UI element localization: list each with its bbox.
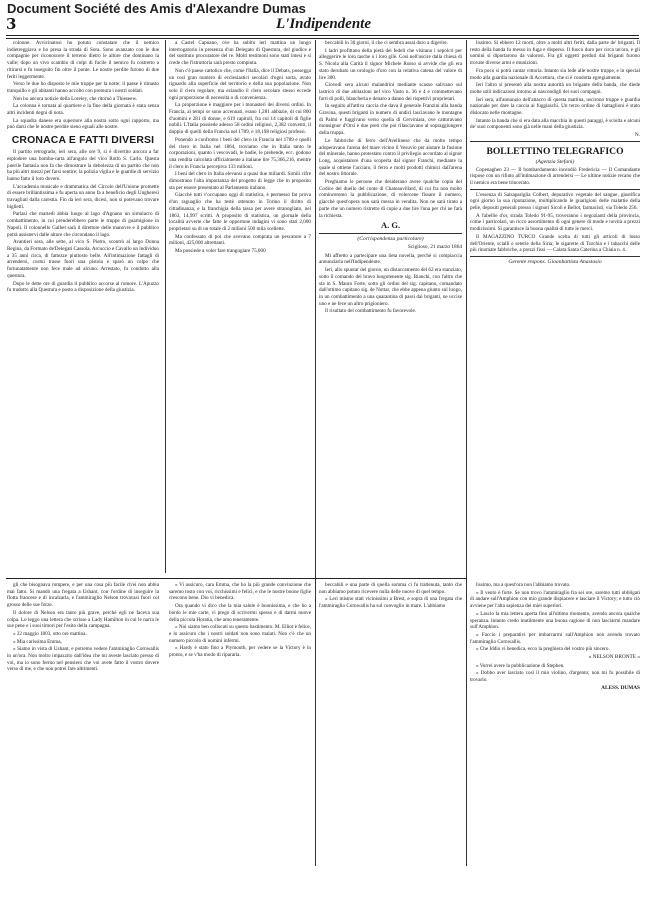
article-paragraph: lissimo. Si ebbero 12 morti, oltre a molti altri feriti, dalla parte de' briganti. Il resto della banda fu messo in fuga e disperso. Il fuoco duro per circa un'ora, e gli uomini si diportarono da valorosi. Fra gli oggetti perduti dai briganti furono trovate diverse armi e munizioni. [470,40,640,67]
article-paragraph: Il risultato del combattimento fu favorevole. [325,308,417,315]
article-paragraph: beccabili in 30 giorni, il che ci sembra assai duro a digerire. [325,40,448,46]
feuilleton-rule [6,578,467,579]
advertisement: L'essenza di Salsapariglia Colbert, depurativo vegetale del sangue, giustifica ogni giorno la sua riputazione, moltiplicando le guarigioni delle malattie della pelle, depositi generali presso i signori Sicoli e Bellot, farmacisti, via Toledo 256. [470,191,640,212]
masthead: L'Indipendente [275,16,371,32]
article-paragraph: Parlasi che martedì abbia luogo al lago d'Agnano un simulacro di combattimento, in cui prenderebbero parte le truppe di guarnigione in Napoli. Il colonnello Galbet sarà il direttore delle manovre e il pubblico potrà assistervi dalle alture che circondano il lago. [7,211,159,238]
column-rule [315,40,316,866]
feuilleton-paragraph: Ora quando vi dico che la mia salute è buonissima, e che ho a bordo le mie carte, vi prego di scrivermi spesso e di darmi nuove della piccola Horatia, che amo teneramente. [169,603,311,623]
article-paragraph: Ma possiede a voler fare trangugiare 75,000 [175,248,266,255]
feuilleton-paragraph: « Hardy è stato fino a Plymouth, per vedere se la Victory è in pronto, e se v'ha modo di ripararla. [169,645,311,659]
article-paragraph: Ma confessato di poi che avevano comprata un pescatore a 7 milioni, 425,000 altrettanti. [169,233,311,247]
article-paragraph: Le fabbriche di ferro dell'Avellinese che da molto tempo adoperavano l'arena del mare vicino il Vesuvio per aiutare la fusione del minerale, hanno protestato contro il privilegio accordato al signor Long, acquistatore d'una scoperta dal signor Franchi, mediante la quale si ottiene l'acciaro, il ferro e molti prodotti chimici dall'arena del nostro littorale. [319,137,462,178]
article-paragraph: Verso le due ho disposto le mie truppe per la notte; il paese è rimasto tranquillo e gli abitanti hanno accolto con premura i nostri soldati. [7,81,159,94]
article-paragraph: La squadra danese era superiore alla nostra sotto ogni rapporto, ma può darsi che le nostre perdite sieno eguali alle nostre. [7,117,159,131]
feuilleton-column-2 [169,582,311,894]
article-paragraph: I beni del clero in Italia elevansi a quasi due miliardi. Simili cifre dimostrano l'alta importanza del progetto di legge che in proposito sta per essere presentato al Parlamento italiano. [169,171,311,191]
article-paragraph: Il partito retrogrado, ieri sera, alle ore 9, si è divertito ancora a far esplodere una bomba-carta all'angolo del vico Rotto S. Carlo. Questa puerile fantasia non fa che dimostrare la debolezza di un partito che non ha più altri mezzi per farsi sentire; la polizia vigila e le guardie di servizio hanno fatto il loro dovere. [7,149,159,182]
feuilleton-paragraph: « Siamo in vista di Ushant, e potremo vedere l'ammiraglio Cornwallis in un'ora. Non molto impazzito dall'idea che mi aveste lasciato presso di voi, ma io sono fermo nel pensiero che voi avete fatto il vostro dovere verso di me, e che non potrei fare altrimenti. [7,646,159,673]
gerente-line: Gerente respons. Gioanbattista Anastasio [508,258,602,265]
article-paragraph: La proporzione è maggiore per i monasteri dei diversi ordini. In Francia, ai tempi or sono accennati, erano 1,281 abbazie, di cui 800 d'uomini e 281 di donne, e 619 capitoli, fra cui 14 capitoli di figlie nobili. L'Italia possiede adesso 58 ordini religiosi, 2,382 conventi, il doppio di quelli della Francia nel 1789, e 18,198 religiosi professi. [169,102,311,136]
article-paragraph: Non c'è paese cattolico che, come l'Italia, dice il Debats, possegga un così gran numero di ecclesiastici secolari d'ogni sorta, avuto riguardo alla superficie del territorio e della sua popolazione. Non solo il clero regolare, ma eziandio il clero secolare stesso eccede ogni proporzione di necessità o di convenienza. [169,67,311,101]
feuilleton-paragraph: « Mia carissima Emma, [13,638,62,645]
column-rule [466,40,467,866]
article-paragraph: I ladri profittano della pietà dei fedeli che visitano i sepolcri per alleggerire le loro tasche o i loro gilè. Così nell'uscire dalla chiesa di S. Nicola alla Carità il signor Michele Russo si avvide che gli era stato derubato un orologio d'oro con la relativa catena del valore di lire 300. [319,47,462,81]
article-paragraph: Fra poco si potrà cantar vittoria. Intanto sia lode alle nostre truppe, e in special modo alla guardia nazionale di Accettura, che si è condotta egregiamente. [470,67,640,81]
feuilleton-paragraph: « Noi siamo ben collocati su questo bastimento. M. Elliot è felice, e lo assicuro che i nostri soldati non sono malati. Non c'è che un numero piccolo di uomini infermi. [169,624,311,644]
advertisement: Il MAGAZZINO TURCO Grande scelta di tutti gli articoli di lusso dell'Oriente, sciallì e seterie della Siria; le sigarette di Turchia e i tabacchi delle più rinomate fabbriche, a prezzi fissi — Calata Santa Caterina a Chiaia n. 4. [470,233,640,254]
article-paragraph: Mi affretto a partecipare una lieta novella, perchè si compiaccia annunziarla nell'Indipendente. [319,252,462,266]
article-paragraph: Giacchè tutti v'occupano oggi di statistica, è permesso far prova d'un raguaglio che ha testè ottenuto in Torino il diritto di cittadinanza, e la franchigia della tassa per avere stranogliato, nel 1863, 14,997 scritti. A proposito di statistica, un giornale della località avverte che fatte le opportune indagini vi sono stati 2,000 proprietari su di un totale di 2 milioni 500 mila scellette. [169,192,311,232]
page-number: 3 [6,15,17,33]
article-paragraph: La colonna è tornata al quartiere e la fine della giornata è stata senza altri incidenti degni di nota. [7,103,159,117]
agency-subtitle: (Agenzia Stefani) [535,158,575,165]
feuilleton-paragraph: « Vorrei avere la pubblicazione di Stephen. [476,662,565,669]
feuilleton-paragraph: « Lascio la mia lettera aperta fino all'ultimo momento, avendo ancora qualche speranza. Intanto credo inutilmente una buona ragione di non lasciarmi mandare sull'Amphion. [470,610,640,631]
article-paragraph: Dopo le dette ore di guardia il pubblico accorse al rumore. L'Apuzzo fu tradotto alla Questura e posto a disposizione della giustizia. [7,280,159,294]
article-paragraph: In seguito all'attiva caccia che dava il generale Franzini alla banda Gravina, questi briganti in numero di undici lasciavano le montagne di Palmi e fuggivano verso quella di Cerviniara, ove catturavano monsignor d'Orsi e due preti che poi rilasciavano al sopraggiungere della truppa. [319,103,462,137]
article-signature: N. [634,132,640,139]
feuilleton-paragraph: « Il vento è forte. Se non trovo l'ammiraglio fra sei ore, saremo tutti obbligati di andare sull'Amphion con mio grande dispiacere e lasciare il Victory; e tutto ciò avviene per l'alta sapienza dei miei superiori. [470,589,640,610]
correspondence-subtitle: (Corrispondenza particolare) [357,236,424,243]
feuilleton-column-1 [7,582,159,894]
bulletin-heading: BOLLETTINO TELEGRAFICO [486,145,624,157]
section-heading: CRONACA E FATTI DIVERSI [11,135,155,147]
article-paragraph: Preghiamo le persone che desiderano avere qualche copia del Codice del duello del conte di Chateauvillard, di cui fra non molto cominceremo la pubblicazione, di volercene fissare il numero, giacchè quest'opera non sarà messa in vendita. Non ne sarà tirato a parte che un numero ristretto di copie a due lire l'una per chi ne farà la richiesta. [319,179,462,219]
masthead-rule [6,35,639,36]
feuilleton-paragraph: lissimo, ma a quest'ora non l'abbiamo trovato. [476,582,571,588]
dateline: Sciglioso, 21 marzo 1864 [407,243,462,250]
divider [319,233,462,234]
article-signature: A. G. [380,220,401,231]
article-paragraph: Intanto la banda che si era data alla macchia in questi paraggi, è sciolta e alcuni de' suoi componenti sono già nelle mani della giustizia. [470,117,640,131]
article-paragraph: Avantieri sera, alle sette, al vico S. Pietro, scontrò al largo Donna Regina, da Formato de'Delegati Cassola, Arcuccio e Cavallo un individuo a 35 anni circa, di fattezze piuttosto belle. All'intimazione fattagli di arrendersi, costui trasse fuori una pistola e sparò un colpo che fortunatamente non fece male ad alcuno. Arrestato, fu condotto alla questura. [7,239,159,279]
article-paragraph: Ieri, allo spuntar del giorno, un distaccamento del 62 era stanziato, sotto il comando del bravo luogotenente sig. Bianchi, con l'altro che sta in S. Mauro Forte, sotto gli ordini del sig. capitano, comandato dall'ottimo capitano sig. de Nottar, che ebbe appena giunto sul luogo, in un combattimento a una quarantina di passi dai briganti, ne uccise uno e ne fece un altro prigioniero. [319,267,462,307]
divider [470,141,640,142]
divider [470,189,640,190]
article-paragraph: Ieri sera, all'annunzio dell'attacco di questa mattina, uscirono truppe e guardia nazionale per dare la caccia ai fuggiaschi. Un terzo ordine di battaglioni è stato dislocato nelle montagne. [470,96,640,117]
column-4 [470,40,640,575]
feuilleton-paragraph: « Che Iddio vi benedica, ecco la preghiera del vostro più sincero. [476,646,610,653]
nelson-signature: « NELSON BRONTE » [588,654,640,661]
article-paragraph: Ieri l'altro si presentò alla nostra autorità un brigante della banda, che diede molte utili indicazioni intorno ai nascondigli dei suoi compagni. [470,82,640,95]
author-signature: ALESS. DUMAS [601,684,640,691]
feuilleton-paragraph: beccabili e una parte di quella somma ci fu trattenuta, tanto che non abbiamo potuto ricevere nulla delle nuove di quel tempo. [319,582,462,595]
feuilleton-paragraph: « Faccio i preparativi per imbarcarmi sull'Amphion non avendo trovato l'ammiraglio Cornwallis. [470,631,640,645]
column-2 [169,40,311,575]
divider [470,256,640,257]
column-rule [165,40,166,573]
feuilleton-paragraph: « Leri mismo stati vicinissimi a Brest, e sopra di una fregata che l'ammiraglio Cornwallis ha sul convoglio in mare. L'abbiamo [319,596,462,610]
feuilleton-column-4 [470,582,640,894]
feuilleton-paragraph: « 22 maggio 1803, otto ore mattina. [13,630,87,637]
feuilleton-paragraph: « Dobbo aver lasciato così il mio violino, d'argento; non mi fu possibile di trovarlo. [470,670,640,684]
article-paragraph: Ponendo a confronto i beni del clero in Francia nel 1789 e quelli del clero in Italia nel 1864, troviamo che in Italia tanto le corporazioni, quanto i vescovadi, le badie, le prebende, ecc. godono una rendita calcolata ufficialmente a italiane lire 75,366,216, mentre il clero in Francia percepiva 133 milioni. [169,136,311,170]
telegram-paragraph: Copenaghen 23 — Il bombardamento incendiò Fredericia — Il Comandante rispose con un rifiuto all'intimazione di arrendersi — Le ultime notizie recano che il nemico era bene trincerato. [470,166,640,186]
feuilleton-paragraph: Il dolore di Nelson era tanto più grave, perchè egli ne faceva sua colpa. Lo leggo una lettera che scrisse a Lady Hamilton in cui le narra le sue pene e i suoi timori per l'esito della campagna. [7,609,159,630]
article-paragraph: colonne. Avvicinatosi ho potuto constatare che il nemico indietreggiava e ho presa la strada di Sora. Sono avanzato con le due compagnie per riconoscere il terreno dietro le alture che dominano la valle; dopo un vivo scambio di colpi di fucile il nemico fu costretto a ritirarsi e fu inseguito fin oltre il ponte. Le nostre perdite furono di due feriti leggermente. [7,40,159,80]
masthead-rule-thin [6,38,639,39]
article-paragraph: L'accademia musicale e drammatica del Circolo dell'Unione promette di essere brillantissima e fu aperta un anno fa a beneficio degli Ungheresi travagliati dalla carestia. Fin da ieri sera, dicesi, non si potevano trovare biglietti. [7,183,159,210]
advertisement: A l'abellie d'or, strada Toledo 91-95, troveranno i negozianti della provincia, come i particolari, un ricco assortimento di ogni genere di mode e novità a prezzi modicissimi. Si garantisce la buona qualità di tutte le merci. [470,212,640,233]
feuilleton-paragraph: gli che bisognava rompere, e per una cosa più facile ch'ei non abbia mai fatto. Si mandò una fregata a Ushant, con l'ordine di inseguire la flotta francese e di incalzarla, e l'ammiraglio Nelson trovavasi fuori col grosso delle sue forze. [7,582,159,609]
article-paragraph: Non ho ancora notizie della Loreley, che ritornò a Thieseew. [13,95,138,102]
column-1 [7,40,159,575]
watermark: Document Société des Amis d'Alexandre Dumas [7,1,306,16]
article-paragraph: a Castel Capuano, ove ha subito ieri mattina un lungo interrogatorio in presenza d'un Delegato di Questura, del giudice e del sostituto procuratore del re. Molti testimoni sono stati intesi e si crede che l'istruttoria sarà presto compiuta. [169,40,311,67]
column-3 [319,40,462,575]
feuilleton-column-3 [319,582,462,894]
article-paragraph: Giovedì sera alcuni malandrini mediante scasso salivano sul lastrico di due abitazioni nel vico Vasto n. 36 e 4 e commettevano furti di polli, biancheria e denaro a danno dei rispettivi proprietari. [319,82,462,102]
feuilleton-paragraph: « Vi assicuro, cara Emma, che ho la più grande convinzione che saremo tosto con voi, ricchissimi e felici, e che le nostre buone figlie crescono bene. Dio vi benedica. [169,582,311,602]
